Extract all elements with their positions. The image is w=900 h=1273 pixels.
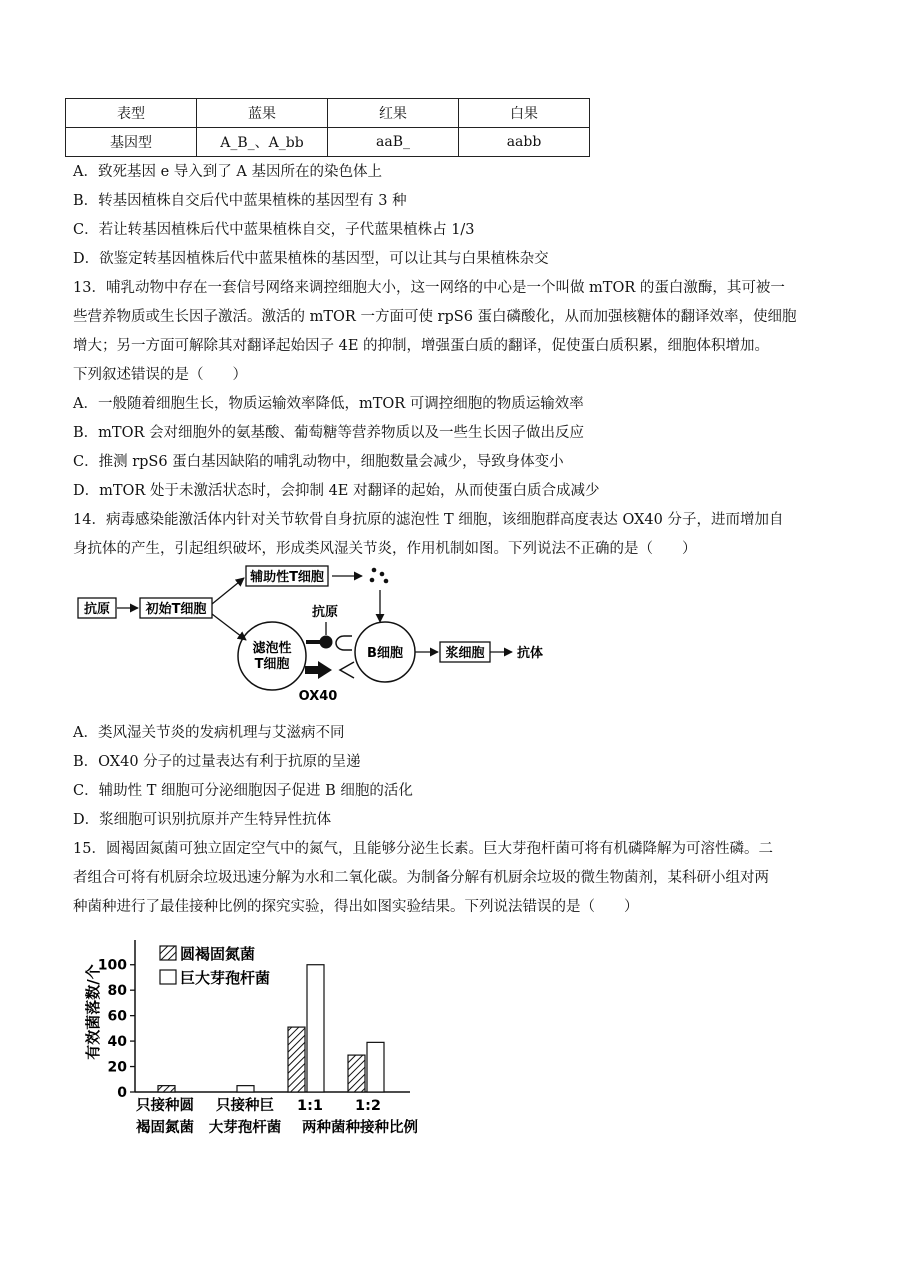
q12-option-a: A．致死基因 e 导入到了 A 基因所在的染色体上	[73, 164, 382, 180]
y-tick-label: 40	[107, 1034, 127, 1051]
x-axis-label: 两种菌种接种比例	[302, 1120, 418, 1136]
legend-label: 巨大芽孢杆菌	[180, 969, 271, 987]
q12-option-d: D．欲鉴定转基因植株后代中蓝果植株的基因型，可以让其与白果植株杂交	[73, 251, 549, 267]
q15-stem-line: 15．圆褐固氮菌可独立固定空气中的氮气，且能够分泌生长素。巨大芽孢杆菌可将有机磷降解为可溶性磷。二	[73, 841, 773, 857]
antigen-label: 抗原	[311, 605, 339, 620]
y-tick-label: 60	[107, 1008, 127, 1025]
q13-stem-line: 些营养物质或生长因子激活。激活的 mTOR 一方面可使 rpS6 蛋白磷酸化，从而加强核糖体的翻译效率，使细胞	[73, 309, 797, 325]
q13-option-b: B．mTOR 会对细胞外的氨基酸、葡萄糖等营养物质以及一些生长因子做出反应	[73, 425, 584, 441]
legend-label: 圆褐固氮菌	[180, 945, 256, 963]
q15-stem-line: 者组合可将有机厨余垃圾迅速分解为水和二氧化碳。为制备分解有机厨余垃圾的微生物菌剂，某科研小组对两	[73, 870, 769, 886]
x-tick-label: 褐固氮菌	[136, 1120, 194, 1136]
immune-mechanism-diagram	[0, 560, 900, 720]
q15-stem-line: 种菌种进行了最佳接种比例的探究实验，得出如图实验结果。下列说法错误的是（ ）	[73, 899, 639, 915]
antigen-particle	[320, 636, 333, 649]
helper-t-text: 辅助性T细胞	[250, 570, 324, 585]
naive-t-text: 初始T细胞	[145, 602, 207, 617]
legend-swatch	[160, 946, 176, 960]
q13-stem-line: 增大；另一方面可解除其对翻译起始因子 4E 的抑制，增强蛋白质的翻译，促使蛋白质积累，细胞体积增加。	[73, 338, 770, 354]
follicular-t-cell	[238, 622, 306, 690]
receptor-shape	[336, 636, 344, 650]
antigen-text: 抗原	[83, 602, 111, 617]
cytokine-dots	[370, 568, 389, 584]
table-cell: 蓝果	[197, 99, 328, 128]
bar	[288, 1027, 305, 1092]
bar	[158, 1086, 175, 1092]
table-cell: aabb	[459, 128, 590, 157]
q12-option-c: C．若让转基因植株后代中蓝果植株自交，子代蓝果植株占 1/3	[73, 222, 475, 238]
q12-option-b: B．转基因植株自交后代中蓝果植株的基因型有 3 种	[73, 193, 407, 209]
q14-stem-line: 14．病毒感染能激活体内针对关节软骨自身抗原的滤泡性 T 细胞，该细胞群高度表达 OX40 分子，进而增加自	[73, 512, 784, 528]
q14-option-b: B．OX40 分子的过量表达有利于抗原的呈递	[73, 754, 361, 770]
q14-option-c: C．辅助性 T 细胞可分泌细胞因子促进 B 细胞的活化	[73, 783, 413, 799]
antibody-text: 抗体	[516, 646, 544, 661]
y-tick-label: 0	[117, 1085, 127, 1101]
y-axis-label: 有效菌落数/个	[84, 964, 102, 1060]
follicular-t-text-1: 滤泡性	[252, 641, 292, 656]
ox40-receptor	[340, 662, 354, 678]
q14-option-d: D．浆细胞可识别抗原并产生特异性抗体	[73, 812, 332, 828]
legend-swatch	[160, 970, 176, 984]
x-tick-label: 大芽孢杆菌	[208, 1120, 282, 1136]
bar	[367, 1042, 384, 1092]
b-cell-text: B细胞	[367, 646, 403, 661]
table-cell: 基因型	[66, 128, 197, 157]
table-header-row	[66, 99, 590, 128]
x-tick-label: 只接种圆	[136, 1098, 194, 1114]
q14-option-a: A．类风湿关节炎的发病机理与艾滋病不同	[73, 725, 345, 741]
q13-stem-line: 下列叙述错误的是（ ）	[73, 367, 247, 383]
y-tick-label: 80	[107, 983, 127, 1000]
q13-option-d: D．mTOR 处于未激活状态时，会抑制 4E 对翻译的起始，从而使蛋白质合成减少	[73, 483, 600, 499]
x-tick-label: 1:1	[297, 1098, 323, 1114]
bar	[237, 1086, 254, 1092]
q13-stem-line: 13．哺乳动物中存在一套信号网络来调控细胞大小，这一网络的中心是一个叫做 mTOR 的蛋白激酶，其可被一	[73, 280, 785, 296]
x-tick-label: 只接种巨	[216, 1098, 274, 1114]
y-tick-label: 100	[97, 957, 127, 974]
q13-option-a: A．一般随着细胞生长，物质运输效率降低，mTOR 可调控细胞的物质运输效率	[73, 396, 584, 412]
table-cell: 红果	[328, 99, 459, 128]
table-cell: A_B_、A_bb	[197, 128, 328, 157]
y-tick-label: 20	[107, 1059, 127, 1076]
genotype-table	[65, 98, 590, 157]
table-cell: 白果	[459, 99, 590, 128]
ox40-label: OX40	[298, 689, 338, 704]
plasma-cell-text: 浆细胞	[445, 646, 485, 661]
table-row	[66, 128, 590, 157]
x-tick-label: 1:2	[355, 1098, 381, 1114]
bacteria-bar-chart	[70, 930, 450, 1145]
q13-option-c: C．推测 rpS6 蛋白基因缺陷的哺乳动物中，细胞数量会减少，导致身体变小	[73, 454, 564, 470]
q14-stem-line: 身抗体的产生，引起组织破坏，形成类风湿关节炎，作用机制如图。下列说法不正确的是（ ）	[73, 541, 697, 557]
table-cell: aaB_	[328, 128, 459, 157]
table-cell: 表型	[66, 99, 197, 128]
ox40-molecule	[305, 661, 332, 679]
bar	[307, 965, 324, 1092]
follicular-t-text-2: T细胞	[254, 657, 290, 672]
bar	[348, 1055, 365, 1092]
